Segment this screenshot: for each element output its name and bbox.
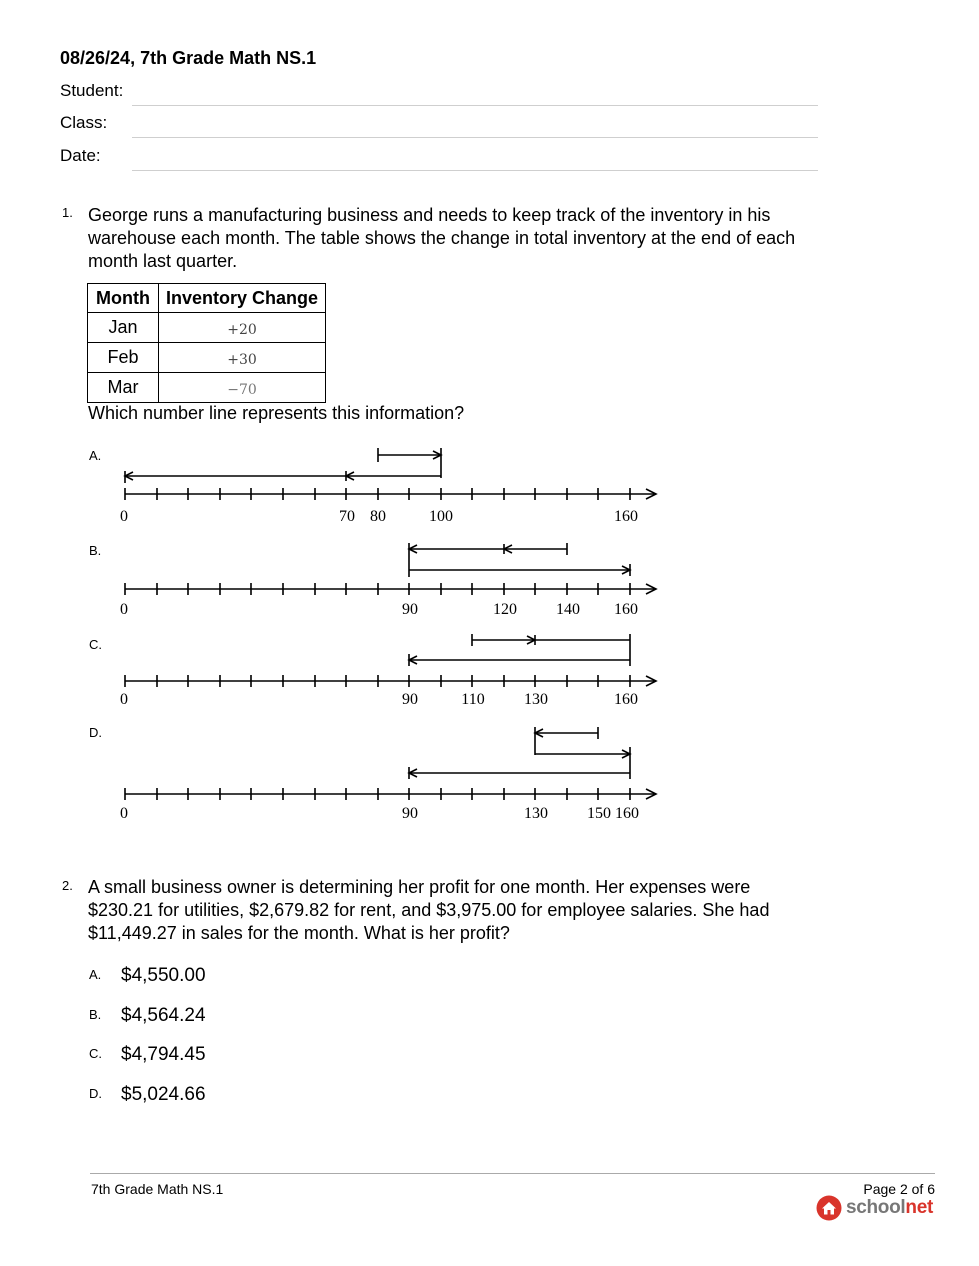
tick-label: 110 — [461, 691, 485, 708]
table-cell-month: Mar — [88, 373, 159, 403]
number-line-a[interactable] — [125, 448, 656, 500]
q2-text-line: $11,449.27 in sales for the month. What is her profit? — [88, 923, 510, 943]
class-label: Class: — [60, 113, 108, 132]
student-label: Student: — [60, 81, 124, 100]
q2-option-d-letter[interactable]: D. — [89, 1086, 102, 1101]
table-cell-change: +30 — [159, 343, 326, 373]
q2-option-b-text[interactable]: $4,564.24 — [121, 1005, 206, 1026]
footer-divider — [90, 1173, 935, 1174]
q1-prompt: Which number line represents this information? — [88, 403, 465, 423]
tick-label: 160 — [615, 805, 639, 822]
number-line-c[interactable] — [125, 634, 656, 687]
q2-option-c-letter[interactable]: C. — [89, 1046, 102, 1061]
schoolnet-logo — [816, 1195, 933, 1221]
date-label: Date: — [60, 146, 101, 165]
tick-label: 130 — [524, 805, 548, 822]
tick-label: 0 — [120, 691, 128, 708]
q1-option-a-letter[interactable]: A. — [89, 448, 102, 463]
number-line-d[interactable] — [125, 727, 656, 800]
footer-title: 7th Grade Math NS.1 — [91, 1181, 224, 1197]
q2-number: 2. — [62, 878, 73, 893]
tick-label: 70 — [339, 508, 355, 525]
tick-label: 90 — [402, 805, 418, 822]
tick-label: 100 — [429, 508, 453, 525]
document-title: 08/26/24, 7th Grade Math NS.1 — [60, 48, 317, 68]
house-icon — [816, 1195, 842, 1221]
tick-label: 160 — [614, 691, 638, 708]
table-cell-change: +20 — [159, 313, 326, 343]
tick-label: 0 — [120, 805, 128, 822]
number-line-b[interactable] — [125, 543, 656, 595]
tick-label: 90 — [402, 691, 418, 708]
tick-label: 150 — [587, 805, 611, 822]
q2-option-a-letter[interactable]: A. — [89, 967, 102, 982]
q2-option-c-text[interactable]: $4,794.45 — [121, 1044, 206, 1065]
q2-text-line: $230.21 for utilities, $2,679.82 for rent, and $3,975.00 for employee salaries. She had — [88, 900, 770, 920]
tick-label: 140 — [556, 601, 580, 618]
tick-label: 160 — [614, 508, 638, 525]
q2-text-line: A small business owner is determining her profit for one month. Her expenses were — [88, 877, 751, 897]
tick-label: 90 — [402, 601, 418, 618]
q1-option-c-letter[interactable]: C. — [89, 637, 102, 652]
q1-option-d-letter[interactable]: D. — [89, 725, 102, 740]
q1-text: George runs a manufacturing business and needs to keep track of the inventory in his warehouse each month. The table shows the change in total inventory at the end of each month last quarter. — [88, 205, 796, 271]
logo-text: schoolnet — [845, 1197, 933, 1218]
q1-number: 1. — [62, 205, 73, 220]
tick-label: 160 — [614, 601, 638, 618]
q2-option-a-text[interactable]: $4,550.00 — [121, 965, 206, 986]
table-cell-month: Jan — [88, 313, 159, 343]
tick-label: 80 — [370, 508, 386, 525]
table-cell-month: Feb — [88, 343, 159, 373]
table-header-month: Month — [88, 284, 159, 313]
tick-label: 130 — [524, 691, 548, 708]
table-header-inventory: Inventory Change — [159, 284, 326, 313]
tick-label: 0 — [120, 601, 128, 618]
q2-option-d-text[interactable]: $5,024.66 — [121, 1084, 206, 1105]
page-number: Page 2 of 6 — [863, 1181, 935, 1197]
tick-label: 0 — [120, 508, 128, 525]
q2-option-b-letter[interactable]: B. — [89, 1007, 102, 1022]
tick-label: 120 — [493, 601, 517, 618]
q1-option-b-letter[interactable]: B. — [89, 543, 102, 558]
table-cell-change: −70 — [159, 373, 326, 403]
